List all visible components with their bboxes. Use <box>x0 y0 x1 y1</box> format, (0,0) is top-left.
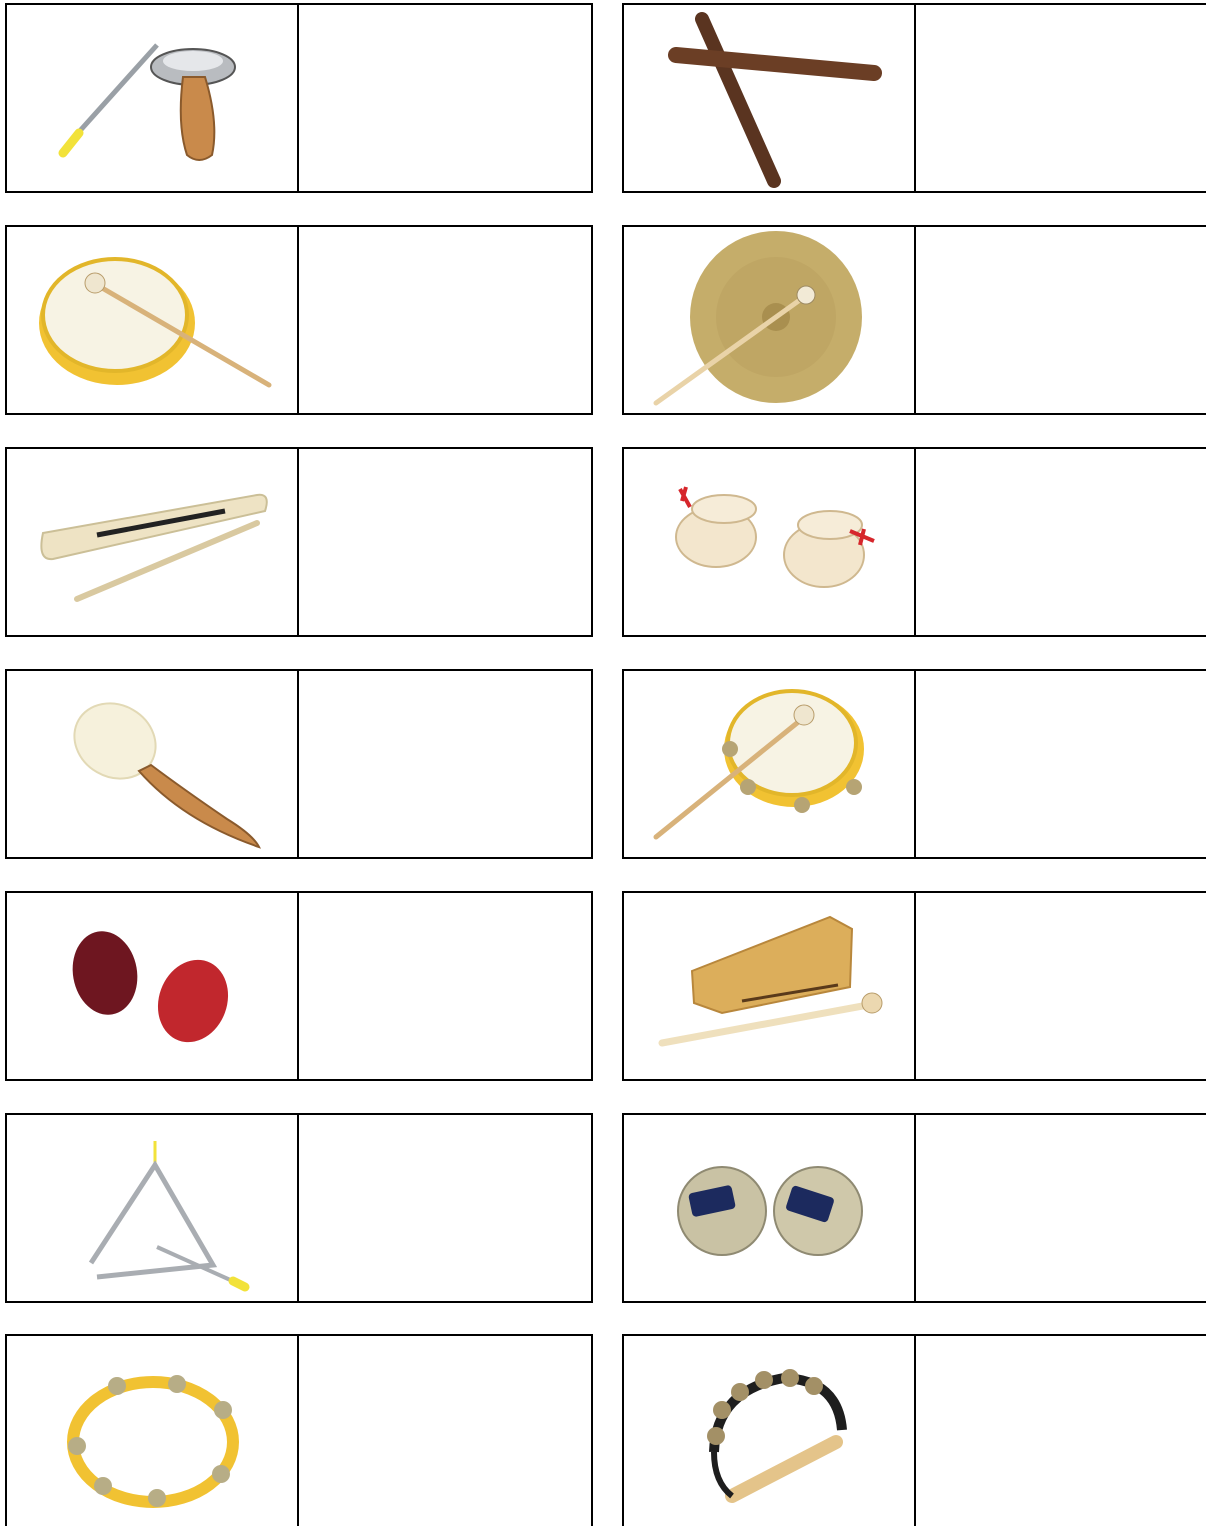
instrument-photo <box>624 1336 916 1526</box>
suspended-cymbal-with-mallet-icon <box>624 227 914 413</box>
instrument-card <box>622 447 1206 637</box>
name-cell[interactable] <box>299 671 591 857</box>
instrument-card <box>5 225 593 415</box>
name-cell[interactable] <box>916 1115 1206 1301</box>
maraca-icon <box>7 671 297 857</box>
jingle-bells-handle-icon <box>624 1336 914 1522</box>
instrument-card <box>622 1334 1206 1526</box>
instrument-photo <box>7 1336 299 1526</box>
name-cell[interactable] <box>299 449 591 635</box>
instrument-card <box>622 669 1206 859</box>
name-cell[interactable] <box>299 1115 591 1301</box>
name-cell[interactable] <box>299 5 591 191</box>
instrument-photo <box>7 227 299 413</box>
instrument-photo <box>624 449 916 635</box>
instrument-card <box>622 3 1206 193</box>
instrument-photo <box>7 5 299 191</box>
instrument-card <box>5 669 593 859</box>
instrument-photo <box>624 1115 916 1301</box>
handle-castanet-with-metal-beater-icon <box>7 5 297 191</box>
egg-shakers-icon <box>7 893 297 1079</box>
instrument-card <box>5 891 593 1081</box>
tambourine-drum-with-mallet-icon <box>624 671 914 857</box>
name-cell[interactable] <box>916 671 1206 857</box>
instrument-card <box>5 447 593 637</box>
wood-guiro-with-scraper-icon <box>7 449 297 635</box>
instrument-photo <box>7 893 299 1079</box>
name-cell[interactable] <box>916 893 1206 1079</box>
instrument-photo <box>624 5 916 191</box>
instrument-photo <box>7 671 299 857</box>
name-cell[interactable] <box>916 1336 1206 1526</box>
instrument-card <box>5 1113 593 1303</box>
finger-cymbals-icon <box>624 1115 914 1301</box>
triangle-with-beater-icon <box>7 1115 297 1301</box>
instrument-photo <box>7 449 299 635</box>
name-cell[interactable] <box>916 5 1206 191</box>
castanets-icon <box>624 449 914 635</box>
wood-block-with-mallet-icon <box>624 893 914 1079</box>
instrument-card <box>622 891 1206 1081</box>
name-cell[interactable] <box>916 449 1206 635</box>
name-cell[interactable] <box>916 227 1206 413</box>
instrument-photo <box>624 227 916 413</box>
name-cell[interactable] <box>299 1336 591 1526</box>
hand-drum-with-mallet-icon <box>7 227 297 413</box>
name-cell[interactable] <box>299 893 591 1079</box>
instrument-photo <box>7 1115 299 1301</box>
instrument-photo <box>624 671 916 857</box>
instrument-photo <box>624 893 916 1079</box>
claves-icon <box>624 5 914 191</box>
instrument-card <box>622 225 1206 415</box>
tambourine-ring-icon <box>7 1336 297 1522</box>
name-cell[interactable] <box>299 227 591 413</box>
instrument-card <box>5 1334 593 1526</box>
instrument-card <box>622 1113 1206 1303</box>
instrument-card <box>5 3 593 193</box>
